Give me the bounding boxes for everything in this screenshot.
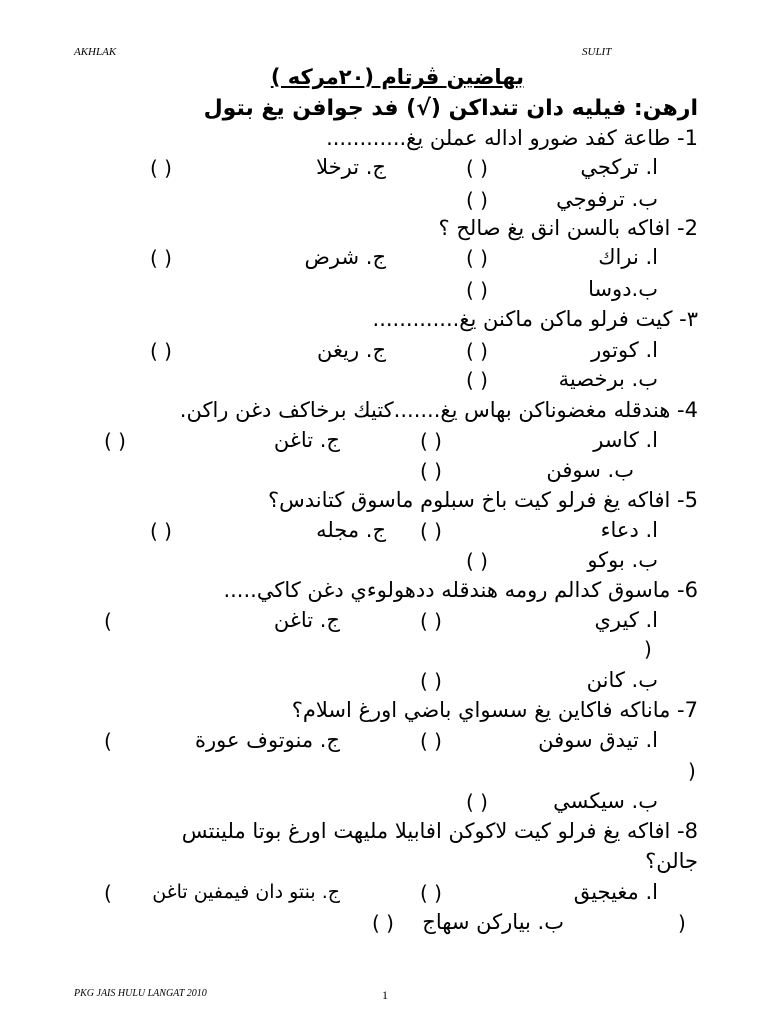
question-4-option-a: ا. كاسر <box>593 428 658 452</box>
question-1-option-c: ج. ترخلا <box>316 155 386 179</box>
question-6-answer-b: ( ) <box>420 669 442 693</box>
question-2-answer-a: ( ) <box>466 246 488 270</box>
question-8-answer-a: ( ) <box>420 881 442 905</box>
question-2-stem: 2- افاكه بالسن انق يغ صالح ؟ <box>438 216 698 240</box>
question-7-answer-b: ( ) <box>466 790 488 814</box>
question-5-answer-c: ( ) <box>150 519 172 543</box>
question-6-stem: 6- ماسوق كدالم رومه هندقله ددهولوءي دغن كاكي..... <box>223 578 698 602</box>
question-6-answer-a: ( ) <box>420 609 442 633</box>
question-8-option-a: ا. مغيجيق <box>573 880 658 904</box>
question-2-option-b: ب.دوسا <box>588 277 658 301</box>
question-2-answer-c: ( ) <box>150 246 172 270</box>
question-7-option-c: ج. منوتوف عورة <box>194 728 340 752</box>
question-5-option-b: ب. بوكو <box>587 548 658 572</box>
question-7-answer-c-open: ( <box>104 729 112 753</box>
question-2-option-c: ج. شرض <box>304 245 386 269</box>
question-7-stem: 7- ماناكه فاكاين يغ سسواي باضي اورغ اسلام؟ <box>291 698 698 722</box>
question-5-stem: 5- افاكه يغ فرلو كيت باخ سبلوم ماسوق كتاندس؟ <box>267 488 698 512</box>
question-3-answer-c: ( ) <box>150 339 172 363</box>
question-2-answer-b: ( ) <box>466 278 488 302</box>
question-4-answer-a: ( ) <box>420 429 442 453</box>
instruction: ارهن: فيليه دان تنداكن (√) فد جوافن يغ بتول <box>203 96 698 121</box>
header-subject: AKHLAK <box>74 46 117 58</box>
question-8-option-b: ب. بياركن سهاج <box>422 910 564 934</box>
question-3-option-c: ج. ريغن <box>316 338 386 362</box>
question-3-answer-a: ( ) <box>466 339 488 363</box>
question-5-answer-b: ( ) <box>466 549 488 573</box>
page-number: 1 <box>382 988 388 1002</box>
question-1-answer-a: ( ) <box>466 156 488 180</box>
question-7-option-a: ا. تيدق سوفن <box>538 728 658 752</box>
question-1-answer-b: ( ) <box>466 188 488 212</box>
question-8-stem-line2: جالن؟ <box>645 849 698 873</box>
question-7-answer-a: ( ) <box>420 729 442 753</box>
footer-source: PKG JAIS HULU LANGAT 2010 <box>74 988 207 999</box>
question-3-stem: ٣- كيت فرلو ماكن ماكنن يغ............. <box>372 307 698 331</box>
question-1-option-a: ا. تركجي <box>580 155 658 179</box>
question-1-answer-c: ( ) <box>150 156 172 180</box>
question-4-answer-b: ( ) <box>420 459 442 483</box>
question-6-answer-c-close: ) <box>644 637 652 661</box>
question-8-answer-c-close: ) <box>678 911 686 935</box>
question-8-option-c: ج. بنتو دان فيمفين تاغن <box>152 881 340 903</box>
question-8-answer-b: ( ) <box>372 911 394 935</box>
question-6-option-a: ا. كيري <box>594 608 658 632</box>
question-3-option-a: ا. كوتور <box>591 338 658 362</box>
question-6-option-c: ج. تاغن <box>273 608 340 632</box>
question-8-stem-line1: 8- افاكه يغ فرلو كيت لاكوكن افابيلا مليهت اورغ بوتا ملينتس <box>181 819 698 843</box>
question-5-option-a: ا. دعاء <box>600 518 658 542</box>
question-4-option-b: ب. سوفن <box>546 458 634 482</box>
question-4-answer-c: ( ) <box>104 429 126 453</box>
question-2-option-a: ا. نراك <box>598 245 658 269</box>
question-4-stem: 4- هندقله مغضوناكن بهاس يغ.......كتيك برخاكف دغن راكن. <box>179 398 698 422</box>
question-4-option-c: ج. تاغن <box>273 428 340 452</box>
question-5-option-c: ج. مجله <box>316 518 386 542</box>
question-6-answer-c-open: ( <box>104 609 112 633</box>
question-5-answer-a: ( ) <box>420 519 442 543</box>
question-3-answer-b: ( ) <box>466 368 488 392</box>
question-7-option-b: ب. سيكسي <box>553 789 658 813</box>
question-3-option-b: ب. برخصية <box>558 367 658 391</box>
question-7-answer-c-close: ) <box>688 759 696 783</box>
section-title: بهاضين ڤرتام (٢٠مركه ) <box>270 65 524 89</box>
question-8-answer-c-open: ( <box>104 881 112 905</box>
question-1-option-b: ب. ترفوجي <box>556 187 658 211</box>
header-classification: SULIT <box>582 46 612 58</box>
question-1-stem: 1- طاعة كفد ضورو اداله عملن يغ............ <box>326 126 698 150</box>
question-6-option-b: ب. كانن <box>586 668 658 692</box>
